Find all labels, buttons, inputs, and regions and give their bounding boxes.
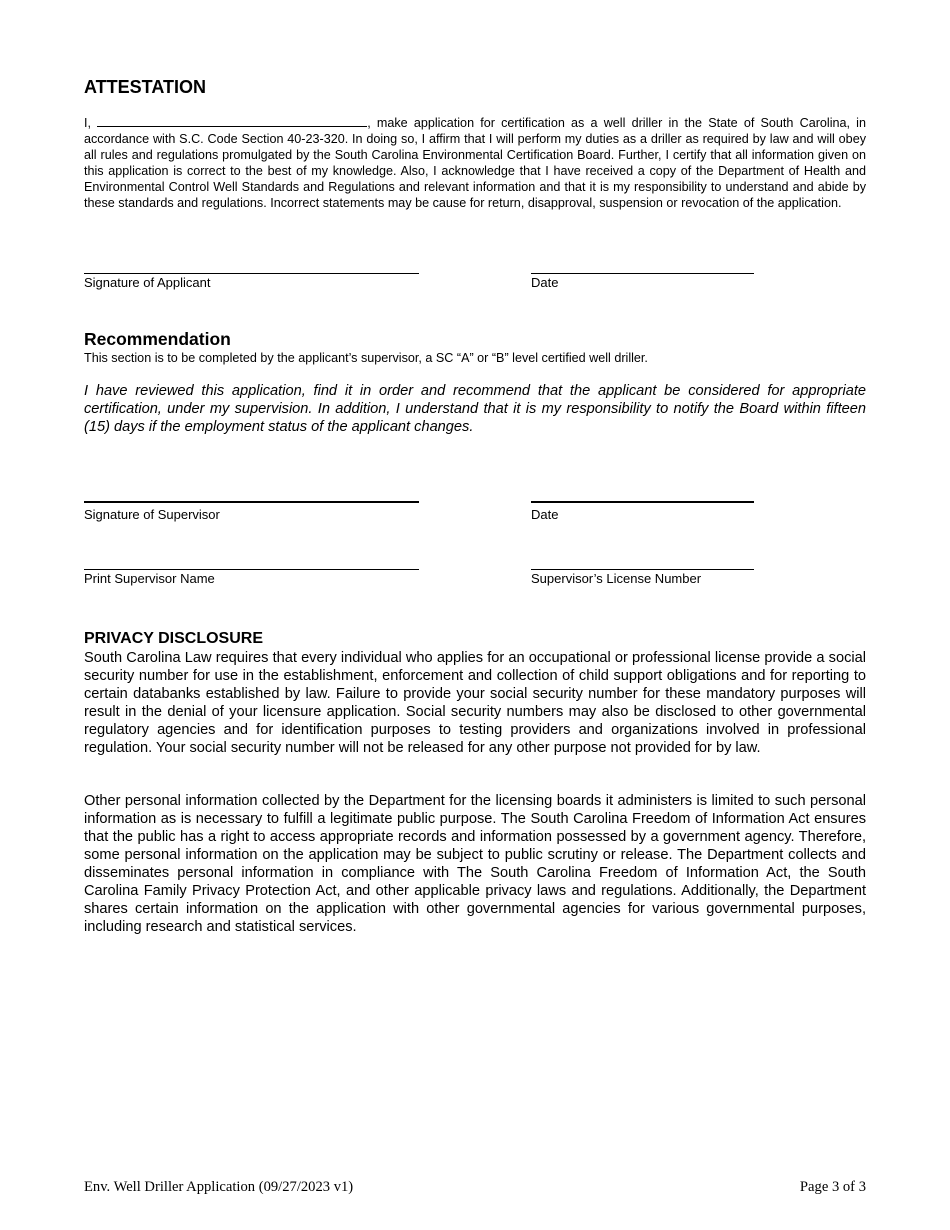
supervisor-signature-label: Signature of Supervisor	[84, 507, 220, 522]
applicant-signature-label: Signature of Applicant	[84, 275, 211, 290]
privacy-heading: PRIVACY DISCLOSURE	[84, 630, 263, 647]
recommendation-statement: I have reviewed this application, find it in order and recommend that the applicant be considered for appropriate certification, under my supervision. In addition, I understand that it is my responsibility to notify the Board within fifteen (15) days if the employment status of the applicant changes.	[84, 383, 866, 435]
supervisor-license-label: Supervisor’s License Number	[531, 571, 702, 586]
recommendation-note: This section is to be completed by the applicant’s supervisor, a SC “A” or “B” level certified well driller.	[84, 351, 648, 365]
applicant-name-blank[interactable]	[97, 114, 367, 127]
supervisor-name-line[interactable]	[84, 569, 419, 570]
attestation-paragraph	[84, 114, 866, 211]
applicant-signature-line[interactable]	[84, 273, 419, 274]
applicant-date-line[interactable]	[531, 273, 754, 274]
footer-page-number: Page 3 of 3	[799, 1179, 866, 1195]
supervisor-license-line[interactable]	[531, 569, 754, 570]
attestation-text: , make application for certification as a well driller in the State of South Carolina, in accordance with S.C. Code Section 40-23-320. In doing so, I affirm that I will perform my duties as a driller as required by law and will obey all rules and regulations promulgated by the South Carolina Environmental Certification Board. Further, I certify that all information given on this application is correct to the best of my knowledge. Also, I acknowledge that I have received a copy of the Department of Health and Environmental Control Well Standards and Regulations and relevant information and that it is my responsibility to understand and abide by these standards and regulations. Incorrect statements may be cause for return, disapproval, suspension or revocation of the application.	[84, 116, 866, 210]
supervisor-date-label: Date	[531, 507, 559, 522]
supervisor-signature-line[interactable]	[84, 501, 419, 503]
attestation-prefix: I,	[84, 116, 91, 130]
recommendation-heading: Recommendation	[84, 329, 231, 349]
footer-form-id: Env. Well Driller Application (09/27/2023 v1)	[84, 1179, 354, 1195]
attestation-heading: ATTESTATION	[84, 77, 206, 97]
privacy-paragraph-2: Other personal information collected by the Department for the licensing boards it administers is limited to such personal information as is necessary to fulfill a legitimate public purpose. The South Carolina Freedom of Information Act ensures that the public has a right to access appropriate records and information possessed by a government agency. Therefore, some personal information on the application may be subject to public scrutiny or release. The Department collects and disseminates personal information in compliance with The South Carolina Freedom of Information Act, the South Carolina Family Privacy Protection Act, and other applicable privacy laws and regulations. Additionally, the Department shares certain information on the application with other governmental agencies for various governmental purposes, including research and statistical services.	[84, 793, 866, 935]
privacy-paragraph-1: South Carolina Law requires that every individual who applies for an occupational or professional license provide a social security number for use in the establishment, enforcement and collection of child support obligations and for reporting to certain databanks established by law. Failure to provide your social security number for these mandatory purposes will result in the denial of your licensure application. Social security numbers may also be disclosed to other governmental regulatory agencies and for identification purposes to testing providers and organizations involved in professional regulation. Your social security number will not be released for any other purpose not provided for by law.	[84, 650, 866, 756]
supervisor-date-line[interactable]	[531, 501, 754, 503]
supervisor-name-label: Print Supervisor Name	[84, 571, 215, 586]
applicant-date-label: Date	[531, 275, 559, 290]
